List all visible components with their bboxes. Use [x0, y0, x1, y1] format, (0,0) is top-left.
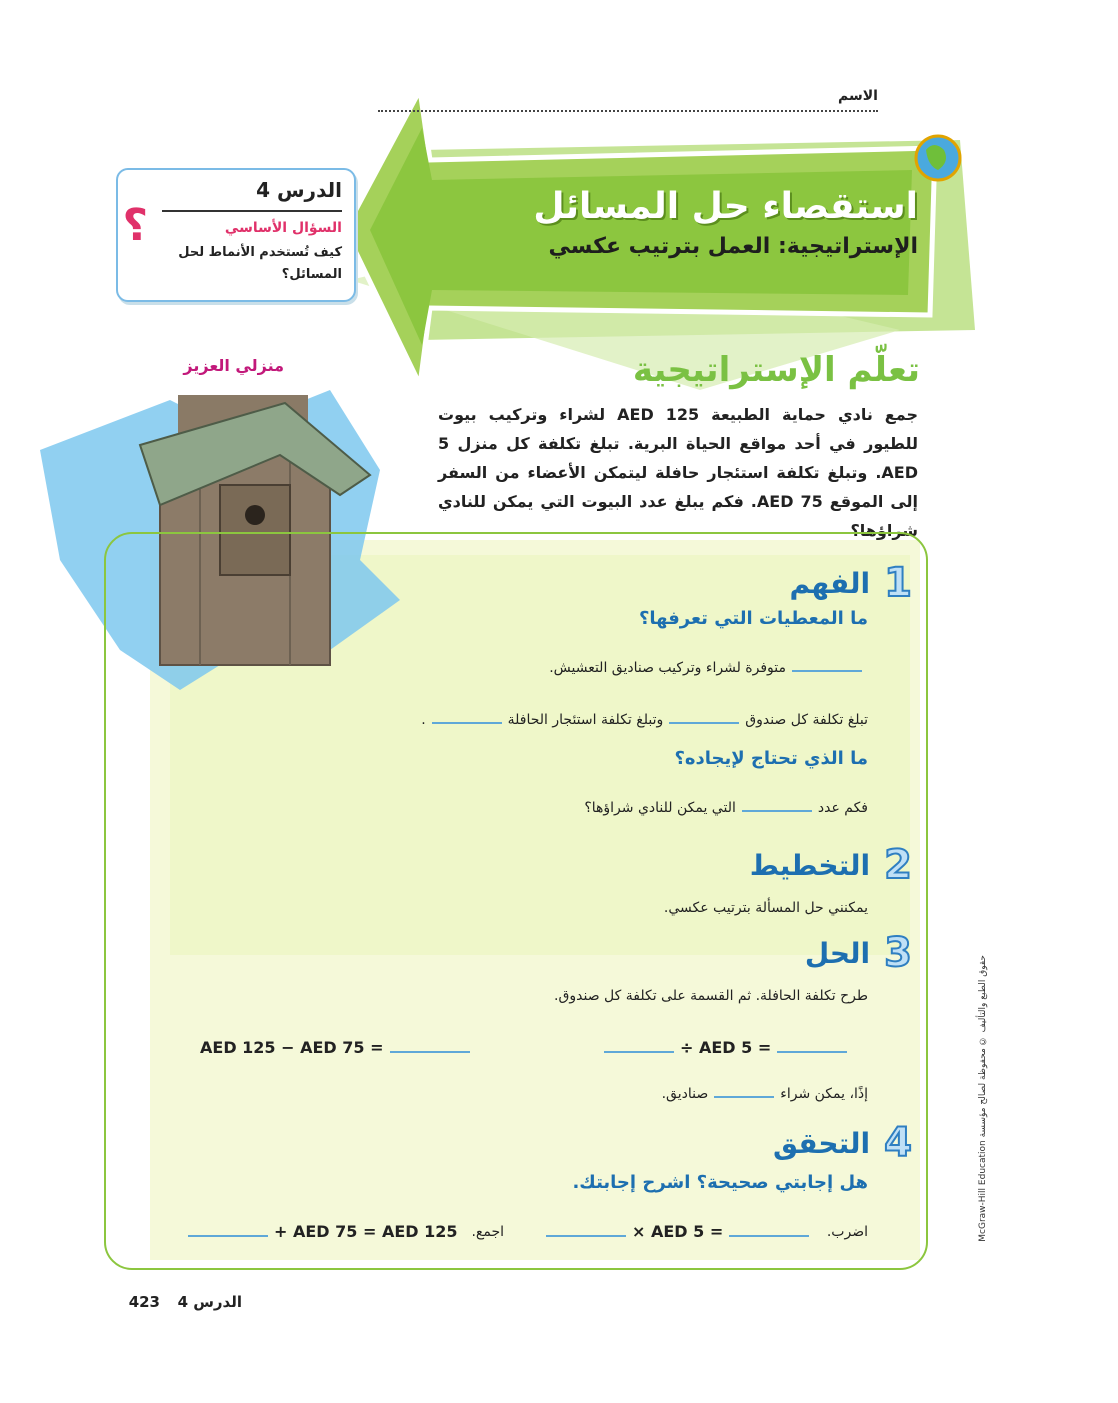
check-multiply-equation — [540, 1222, 815, 1241]
essential-question-label: السؤال الأساسي — [224, 220, 342, 236]
equation-subtract: AED 125 − AED 75 = — [200, 1038, 384, 1057]
equation-divide: ÷ AED 5 = — [680, 1038, 772, 1057]
answer-blank[interactable] — [777, 1051, 847, 1053]
divider — [162, 210, 342, 212]
page-title: استقصاء حل المسائل — [533, 186, 918, 227]
check-add-equation — [182, 1222, 458, 1241]
strategy-subtitle: الإستراتيجية: العمل بترتيب عكسي — [548, 234, 918, 259]
problem-statement: جمع نادي حماية الطبيعة 125 AED لشراء وتركيب بيوت للطيور في أحد مواقع الحياة البرية. تبلغ تكلفة كل منزل 5 AED. وتبلغ تكلفة استئجار حافلة ليتمكن الأعضاء من السفر إلى الموقع 75 AED. فكم يبلغ عدد البيوت التي يمكن للنادي شراؤها؟ — [438, 405, 919, 540]
step-4-number: 4 — [884, 1120, 912, 1166]
check-question: هل إجابتي صحيحة؟ اشرح إجابتك. — [572, 1172, 868, 1193]
add-label: اجمع. — [471, 1224, 504, 1240]
solve-text: طرح تكلفة الحافلة. ثم القسمة على تكلفة كل صندوق. — [554, 988, 868, 1004]
find-line-text-b: التي يمكن للنادي شراؤها؟ — [584, 800, 736, 816]
section-understand-header — [789, 560, 912, 606]
image-caption: منزلي العزيز — [183, 356, 284, 375]
conclusion-text-a: إذًا، يمكن شراء — [780, 1086, 868, 1102]
step-4-title: التحقق — [773, 1126, 871, 1160]
known-line-1 — [549, 660, 868, 676]
step-3-number: 3 — [884, 930, 912, 976]
answer-blank[interactable] — [432, 722, 502, 724]
answer-blank[interactable] — [792, 670, 862, 672]
page-number: 423 — [128, 1293, 160, 1311]
known-question: ما المعطيات التي تعرفها؟ — [638, 608, 868, 629]
find-line — [584, 800, 868, 816]
solve-conclusion — [662, 1086, 868, 1102]
essential-question-text: كيف تُستخدم الأنماط لحل المسائل؟ — [178, 245, 342, 282]
equation-multiply: × AED 5 = — [632, 1222, 724, 1241]
solve-equation-2 — [598, 1038, 853, 1057]
known-line-2-text-a: تبلغ تكلفة كل صندوق — [745, 712, 868, 728]
lesson-title: الدرس 4 — [256, 178, 342, 202]
step-2-number: 2 — [884, 842, 912, 888]
find-line-text-a: فكم عدد — [817, 800, 868, 816]
name-input-line[interactable] — [378, 110, 878, 112]
known-line-2 — [421, 712, 868, 728]
step-3-title: الحل — [804, 936, 871, 970]
answer-blank[interactable] — [742, 810, 812, 812]
multiply-label: اضرب. — [826, 1224, 868, 1240]
step-2-title: التخطيط — [749, 848, 871, 882]
name-label: الاسم — [838, 88, 878, 104]
footer-lesson: الدرس 4 — [177, 1293, 242, 1311]
answer-blank[interactable] — [546, 1235, 626, 1237]
copyright-notice: حقوق الطبع والتأليف © محفوظة لصالح مؤسسة McGraw-Hill Education — [978, 955, 988, 1242]
find-question: ما الذي تحتاج لإيجاده؟ — [674, 748, 868, 769]
known-line-2-text-b: وتبلغ تكلفة استئجار الحافلة — [507, 712, 664, 728]
question-mark-icon: ؟ — [122, 200, 148, 251]
known-line-2-end: . — [421, 712, 426, 728]
section-solve-header — [805, 930, 912, 976]
conclusion-text-b: صناديق. — [661, 1086, 709, 1102]
section-plan-header — [750, 842, 912, 888]
section-check-header — [773, 1120, 912, 1166]
answer-blank[interactable] — [729, 1235, 809, 1237]
answer-blank[interactable] — [669, 722, 739, 724]
learn-strategy-title: تعلّم الإستراتيجية — [632, 350, 920, 390]
solve-equation-1 — [200, 1038, 476, 1057]
answer-blank[interactable] — [188, 1235, 268, 1237]
answer-blank[interactable] — [714, 1096, 774, 1098]
plan-text: يمكنني حل المسألة بترتيب عكسي. — [663, 900, 868, 916]
known-line-1-text: متوفرة لشراء وتركيب صناديق التعشيش. — [549, 660, 786, 676]
equation-add: + AED 75 = AED 125 — [274, 1222, 458, 1241]
step-1-number: 1 — [884, 560, 912, 606]
answer-blank[interactable] — [390, 1051, 470, 1053]
step-1-title: الفهم — [789, 566, 871, 600]
answer-blank[interactable] — [604, 1051, 674, 1053]
lesson-card — [116, 168, 356, 302]
